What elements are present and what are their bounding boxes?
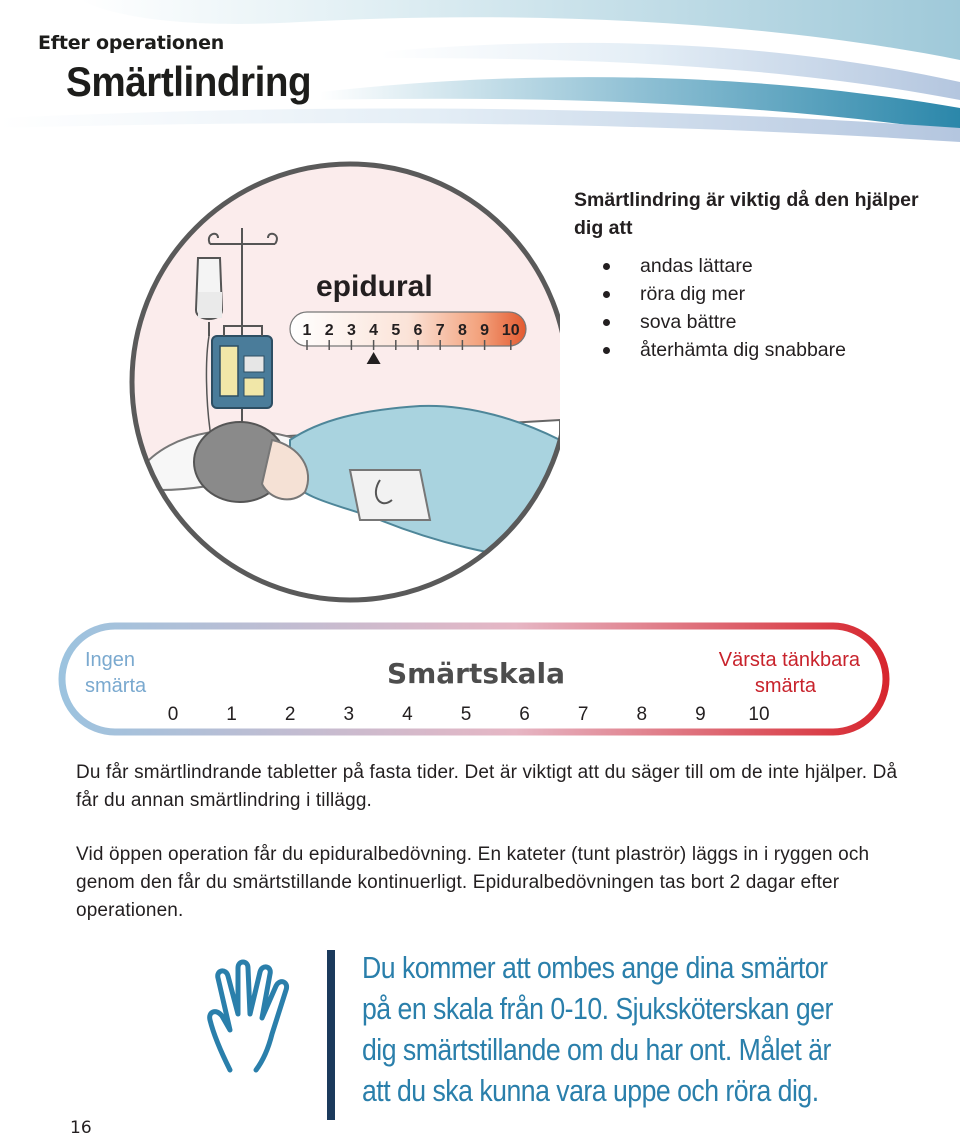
callout-text: Du kommer att ombes ange dina smärtor på en skala från 0-10. Sjuksköterskan ger dig smärtstillande om du har ont. Målet är att du ska kunna vara uppe och röra dig.: [362, 950, 833, 1108]
wound-dressing: [350, 470, 430, 520]
mini-scale-number-1: 1: [302, 322, 312, 339]
high-label-line1: Värsta tänkbara: [718, 649, 860, 671]
mini-scale-number-6: 6: [413, 322, 423, 339]
pump-label: epidural: [316, 270, 433, 303]
list-item: sova bättre: [600, 308, 846, 336]
mini-scale-number-2: 2: [324, 322, 334, 339]
hand-icon: [200, 958, 300, 1078]
list-item: andas lättare: [600, 252, 846, 280]
scale-number-3: 3: [343, 704, 355, 725]
scale-number-6: 6: [519, 704, 530, 725]
low-label-line2: smärta: [85, 675, 147, 697]
mini-scale-number-10: 10: [501, 322, 520, 339]
mini-scale-number-9: 9: [480, 322, 490, 339]
scale-number-5: 5: [460, 704, 472, 725]
pain-scale-title: Smärtskala: [386, 657, 566, 690]
patient-illustration: [0, 150, 560, 610]
paragraph-epidural: Vid öppen operation får du epiduralbedövning. En kateter (tunt plaströr) läggs in i ryggen och genom den får du smärtstillande kontinuerligt. Epiduralbedövningen tas bort 2 dagar efter operationen.: [76, 844, 870, 921]
scale-number-9: 9: [695, 704, 706, 725]
paragraph-tablets: Du får smärtlindrande tabletter på fasta tider. Det är viktigt att du säger till om de inte hjälper. Då får du annan smärtlindring i tillägg.: [76, 762, 898, 811]
mini-scale-number-3: 3: [346, 322, 356, 339]
scale-number-8: 8: [636, 704, 648, 725]
pain-scale: [0, 610, 960, 750]
page-number: 16: [70, 1118, 92, 1138]
scale-number-4: 4: [402, 704, 413, 725]
mini-scale-number-8: 8: [457, 322, 467, 339]
section-label: Efter operationen: [38, 32, 225, 54]
scale-number-1: 1: [226, 704, 237, 725]
callout-bar: [327, 950, 335, 1120]
list-item: röra dig mer: [600, 280, 846, 308]
low-label-line1: Ingen: [85, 649, 136, 671]
page-title: Smärtlindring: [66, 58, 312, 105]
scale-number-7: 7: [577, 704, 589, 725]
mini-scale-number-7: 7: [435, 322, 445, 339]
list-item: återhämta dig snabbare: [600, 336, 846, 364]
scale-number-10: 10: [748, 704, 770, 725]
scale-number-2: 2: [284, 704, 296, 725]
mini-scale-number-5: 5: [391, 322, 401, 339]
benefits-heading: Smärtlindring är viktig då den hjälper dig att: [574, 189, 919, 239]
infusion-pump: [212, 326, 272, 408]
benefits-list: [600, 252, 846, 364]
high-label-line2: smärta: [754, 675, 816, 697]
scale-number-0: 0: [167, 704, 179, 725]
mini-scale-number-4: 4: [369, 322, 379, 339]
